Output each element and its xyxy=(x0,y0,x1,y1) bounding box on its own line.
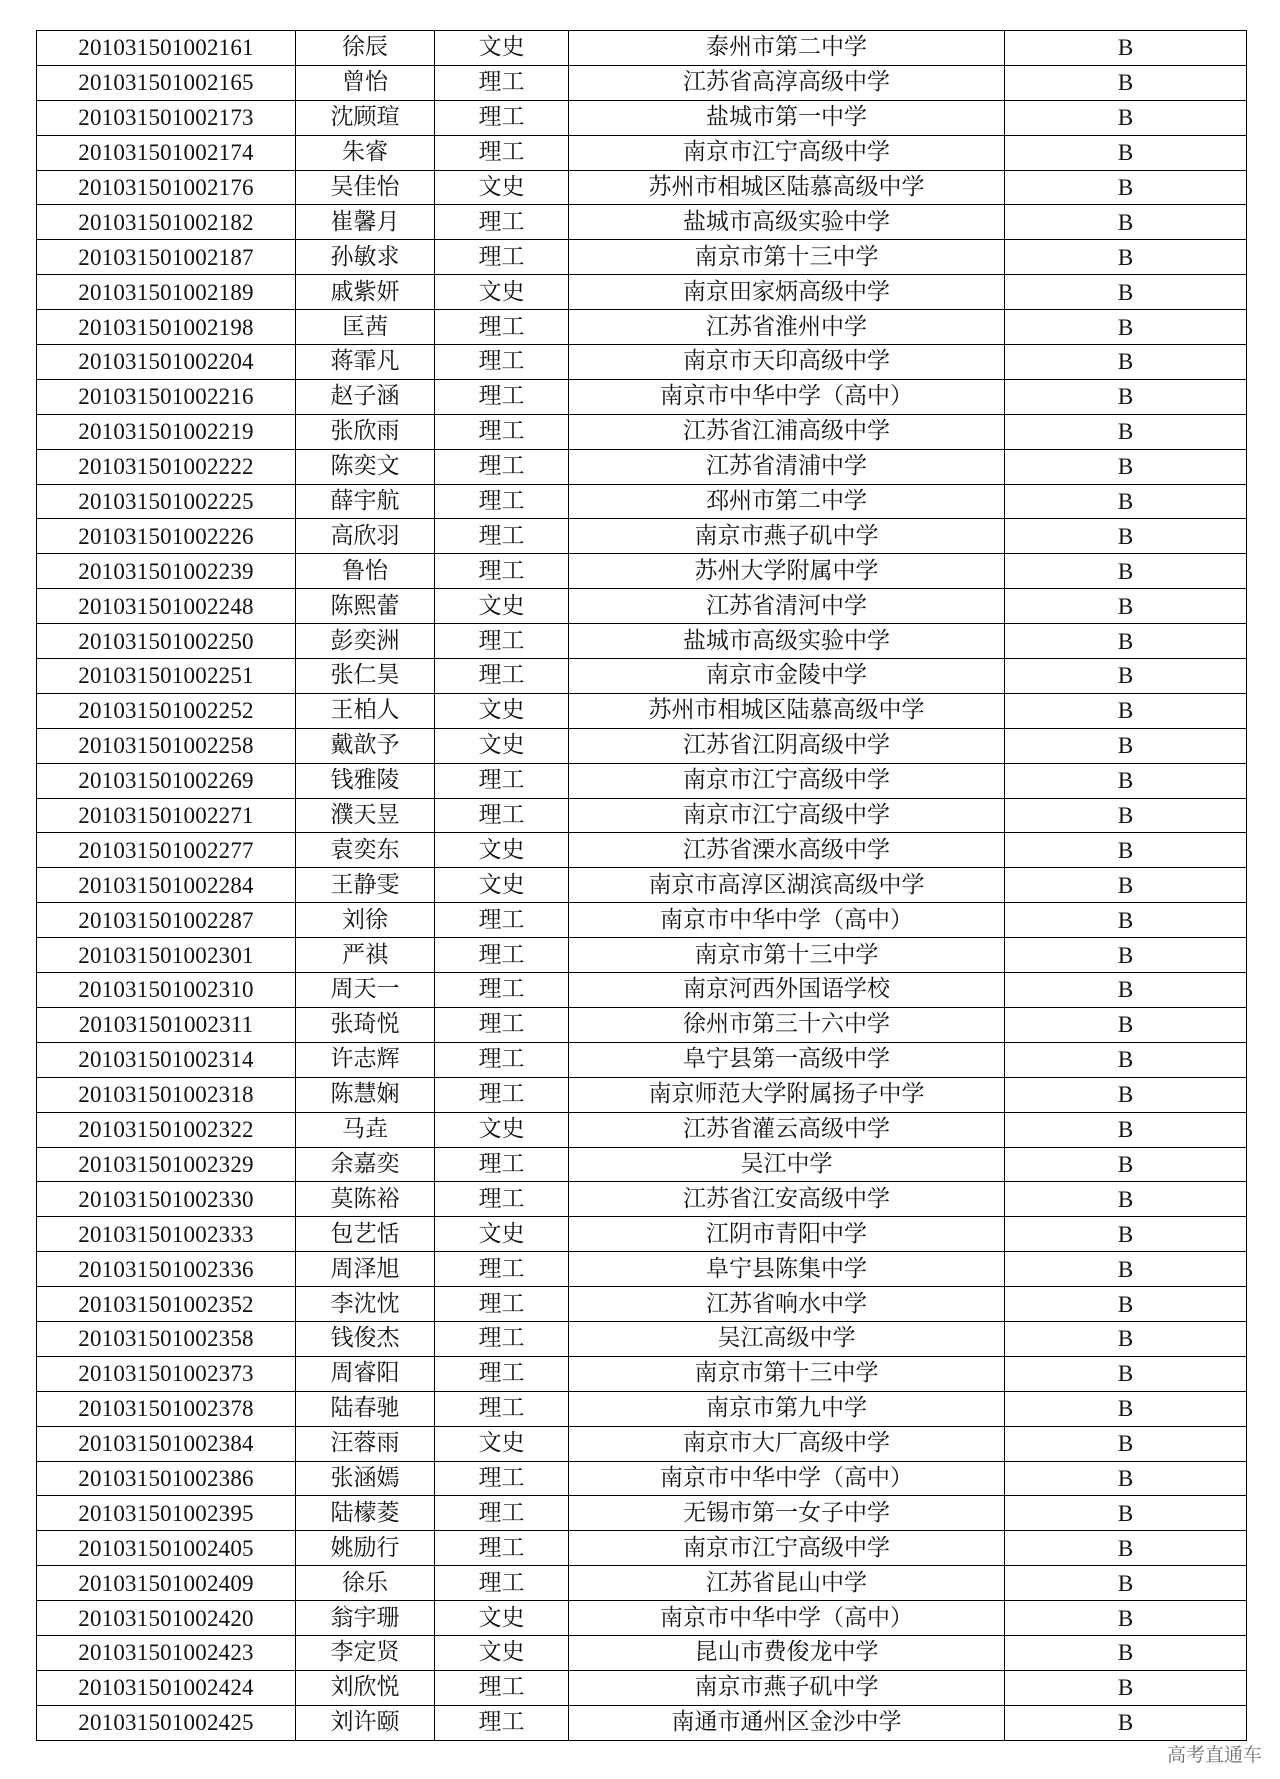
school-cell: 江苏省清河中学 xyxy=(569,589,1005,624)
school-cell: 南京市燕子矶中学 xyxy=(569,1670,1005,1705)
subject-cell: 文史 xyxy=(435,728,569,763)
table-row xyxy=(37,379,1247,414)
subject-cell: 理工 xyxy=(435,1007,569,1042)
candidate-id-cell: 201031501002161 xyxy=(37,31,296,66)
name-cell: 包艺恬 xyxy=(296,1217,435,1252)
table-row xyxy=(37,1635,1247,1670)
candidate-id-cell: 201031501002258 xyxy=(37,728,296,763)
table-row xyxy=(37,763,1247,798)
name-cell: 陆春驰 xyxy=(296,1391,435,1426)
table-row xyxy=(37,554,1247,589)
name-cell: 戚紫妍 xyxy=(296,275,435,310)
table-row xyxy=(37,65,1247,100)
subject-cell: 文史 xyxy=(435,31,569,66)
subject-cell: 理工 xyxy=(435,484,569,519)
candidate-id-cell: 201031501002174 xyxy=(37,135,296,170)
school-cell: 盐城市第一中学 xyxy=(569,100,1005,135)
grade-cell: B xyxy=(1005,1356,1247,1391)
candidate-id-cell: 201031501002284 xyxy=(37,868,296,903)
table-row xyxy=(37,728,1247,763)
candidate-id-cell: 201031501002173 xyxy=(37,100,296,135)
candidate-id-cell: 201031501002409 xyxy=(37,1566,296,1601)
school-cell: 南京市中华中学（高中） xyxy=(569,1601,1005,1636)
name-cell: 徐辰 xyxy=(296,31,435,66)
grade-cell: B xyxy=(1005,1566,1247,1601)
table-row xyxy=(37,170,1247,205)
name-cell: 汪蓉雨 xyxy=(296,1426,435,1461)
name-cell: 戴歆予 xyxy=(296,728,435,763)
grade-cell: B xyxy=(1005,1147,1247,1182)
name-cell: 刘许颐 xyxy=(296,1705,435,1740)
school-cell: 南京市金陵中学 xyxy=(569,659,1005,694)
grade-cell: B xyxy=(1005,938,1247,973)
school-cell: 江苏省江安高级中学 xyxy=(569,1182,1005,1217)
grade-cell: B xyxy=(1005,798,1247,833)
candidate-id-cell: 201031501002251 xyxy=(37,659,296,694)
table-row xyxy=(37,275,1247,310)
candidate-id-cell: 201031501002425 xyxy=(37,1705,296,1740)
subject-cell: 理工 xyxy=(435,100,569,135)
table-row xyxy=(37,1287,1247,1322)
subject-cell: 文史 xyxy=(435,868,569,903)
name-cell: 周天一 xyxy=(296,973,435,1008)
candidate-id-cell: 201031501002424 xyxy=(37,1670,296,1705)
school-cell: 阜宁县陈集中学 xyxy=(569,1252,1005,1287)
grade-cell: B xyxy=(1005,1391,1247,1426)
candidate-id-cell: 201031501002176 xyxy=(37,170,296,205)
school-cell: 徐州市第三十六中学 xyxy=(569,1007,1005,1042)
grade-cell: B xyxy=(1005,1077,1247,1112)
table-row xyxy=(37,903,1247,938)
name-cell: 陈奕文 xyxy=(296,449,435,484)
table-row xyxy=(37,938,1247,973)
name-cell: 李定贤 xyxy=(296,1635,435,1670)
candidate-id-cell: 201031501002395 xyxy=(37,1496,296,1531)
table-row xyxy=(37,205,1247,240)
subject-cell: 文史 xyxy=(435,1601,569,1636)
table-row xyxy=(37,1356,1247,1391)
table-row xyxy=(37,1496,1247,1531)
subject-cell: 文史 xyxy=(435,1112,569,1147)
candidate-id-cell: 201031501002219 xyxy=(37,414,296,449)
grade-cell: B xyxy=(1005,205,1247,240)
school-cell: 南通市通州区金沙中学 xyxy=(569,1705,1005,1740)
candidate-id-cell: 201031501002322 xyxy=(37,1112,296,1147)
school-cell: 盐城市高级实验中学 xyxy=(569,624,1005,659)
name-cell: 李沈忱 xyxy=(296,1287,435,1322)
subject-cell: 文史 xyxy=(435,1217,569,1252)
candidate-id-cell: 201031501002318 xyxy=(37,1077,296,1112)
school-cell: 江苏省响水中学 xyxy=(569,1287,1005,1322)
name-cell: 孙敏求 xyxy=(296,240,435,275)
candidate-id-cell: 201031501002182 xyxy=(37,205,296,240)
school-cell: 无锡市第一女子中学 xyxy=(569,1496,1005,1531)
name-cell: 严祺 xyxy=(296,938,435,973)
grade-cell: B xyxy=(1005,1601,1247,1636)
admission-list-table xyxy=(36,30,1246,1741)
school-cell: 泰州市第二中学 xyxy=(569,31,1005,66)
name-cell: 张琦悦 xyxy=(296,1007,435,1042)
school-cell: 江苏省江浦高级中学 xyxy=(569,414,1005,449)
subject-cell: 理工 xyxy=(435,763,569,798)
name-cell: 刘徐 xyxy=(296,903,435,938)
subject-cell: 理工 xyxy=(435,1252,569,1287)
name-cell: 姚励行 xyxy=(296,1531,435,1566)
candidate-id-cell: 201031501002330 xyxy=(37,1182,296,1217)
name-cell: 周泽旭 xyxy=(296,1252,435,1287)
subject-cell: 文史 xyxy=(435,275,569,310)
table-row xyxy=(37,1566,1247,1601)
candidate-id-cell: 201031501002287 xyxy=(37,903,296,938)
table-row xyxy=(37,1461,1247,1496)
candidate-id-cell: 201031501002314 xyxy=(37,1042,296,1077)
subject-cell: 理工 xyxy=(435,414,569,449)
name-cell: 崔馨月 xyxy=(296,205,435,240)
subject-cell: 文史 xyxy=(435,1635,569,1670)
subject-cell: 理工 xyxy=(435,1496,569,1531)
grade-cell: B xyxy=(1005,1217,1247,1252)
school-cell: 南京师范大学附属扬子中学 xyxy=(569,1077,1005,1112)
name-cell: 曾怡 xyxy=(296,65,435,100)
school-cell: 昆山市费俊龙中学 xyxy=(569,1635,1005,1670)
grade-cell: B xyxy=(1005,519,1247,554)
table-row xyxy=(37,1531,1247,1566)
subject-cell: 理工 xyxy=(435,205,569,240)
subject-cell: 理工 xyxy=(435,1566,569,1601)
subject-cell: 理工 xyxy=(435,345,569,380)
subject-cell: 理工 xyxy=(435,938,569,973)
name-cell: 赵子涵 xyxy=(296,379,435,414)
table-row xyxy=(37,1042,1247,1077)
table-row xyxy=(37,1252,1247,1287)
table-row xyxy=(37,833,1247,868)
subject-cell: 理工 xyxy=(435,1287,569,1322)
table-row xyxy=(37,310,1247,345)
school-cell: 江苏省清浦中学 xyxy=(569,449,1005,484)
grade-cell: B xyxy=(1005,693,1247,728)
grade-cell: B xyxy=(1005,379,1247,414)
name-cell: 张涵嫣 xyxy=(296,1461,435,1496)
grade-cell: B xyxy=(1005,1007,1247,1042)
name-cell: 蒋霏凡 xyxy=(296,345,435,380)
school-cell: 南京市江宁高级中学 xyxy=(569,1531,1005,1566)
table-row xyxy=(37,1601,1247,1636)
table-row xyxy=(37,798,1247,833)
school-cell: 南京市高淳区湖滨高级中学 xyxy=(569,868,1005,903)
school-cell: 南京市第十三中学 xyxy=(569,240,1005,275)
name-cell: 陈熙蕾 xyxy=(296,589,435,624)
grade-cell: B xyxy=(1005,484,1247,519)
candidate-id-cell: 201031501002250 xyxy=(37,624,296,659)
table-row xyxy=(37,1670,1247,1705)
grade-cell: B xyxy=(1005,1182,1247,1217)
school-cell: 南京市天印高级中学 xyxy=(569,345,1005,380)
subject-cell: 理工 xyxy=(435,1042,569,1077)
subject-cell: 理工 xyxy=(435,1356,569,1391)
table-row xyxy=(37,659,1247,694)
table-row xyxy=(37,31,1247,66)
subject-cell: 理工 xyxy=(435,65,569,100)
name-cell: 张欣雨 xyxy=(296,414,435,449)
school-cell: 南京市江宁高级中学 xyxy=(569,763,1005,798)
candidate-id-cell: 201031501002248 xyxy=(37,589,296,624)
name-cell: 薛宇航 xyxy=(296,484,435,519)
grade-cell: B xyxy=(1005,1670,1247,1705)
subject-cell: 理工 xyxy=(435,659,569,694)
table-row xyxy=(37,1147,1247,1182)
school-cell: 苏州大学附属中学 xyxy=(569,554,1005,589)
table-row xyxy=(37,345,1247,380)
school-cell: 南京市第九中学 xyxy=(569,1391,1005,1426)
grade-cell: B xyxy=(1005,100,1247,135)
school-cell: 南京市第十三中学 xyxy=(569,1356,1005,1391)
name-cell: 吴佳怡 xyxy=(296,170,435,205)
subject-cell: 理工 xyxy=(435,1531,569,1566)
candidate-id-cell: 201031501002187 xyxy=(37,240,296,275)
school-cell: 江苏省灌云高级中学 xyxy=(569,1112,1005,1147)
candidate-id-cell: 201031501002358 xyxy=(37,1321,296,1356)
subject-cell: 理工 xyxy=(435,1077,569,1112)
name-cell: 匡茜 xyxy=(296,310,435,345)
table-row xyxy=(37,519,1247,554)
watermark-text: 高考直通车 xyxy=(1166,1744,1262,1766)
subject-cell: 理工 xyxy=(435,1391,569,1426)
subject-cell: 理工 xyxy=(435,903,569,938)
subject-cell: 理工 xyxy=(435,240,569,275)
candidate-id-cell: 201031501002373 xyxy=(37,1356,296,1391)
subject-cell: 理工 xyxy=(435,1461,569,1496)
school-cell: 盐城市高级实验中学 xyxy=(569,205,1005,240)
table-body xyxy=(37,31,1247,1741)
candidate-id-cell: 201031501002329 xyxy=(37,1147,296,1182)
table-row xyxy=(37,1077,1247,1112)
school-cell: 吴江中学 xyxy=(569,1147,1005,1182)
grade-cell: B xyxy=(1005,1705,1247,1740)
grade-cell: B xyxy=(1005,624,1247,659)
table-row xyxy=(37,1705,1247,1740)
grade-cell: B xyxy=(1005,1635,1247,1670)
subject-cell: 理工 xyxy=(435,973,569,1008)
name-cell: 周睿阳 xyxy=(296,1356,435,1391)
subject-cell: 文史 xyxy=(435,170,569,205)
candidate-id-cell: 201031501002420 xyxy=(37,1601,296,1636)
grade-cell: B xyxy=(1005,728,1247,763)
table-row xyxy=(37,973,1247,1008)
name-cell: 马垚 xyxy=(296,1112,435,1147)
grade-cell: B xyxy=(1005,659,1247,694)
grade-cell: B xyxy=(1005,275,1247,310)
grade-cell: B xyxy=(1005,1287,1247,1322)
grade-cell: B xyxy=(1005,1042,1247,1077)
table-row xyxy=(37,100,1247,135)
candidate-id-cell: 201031501002226 xyxy=(37,519,296,554)
table-row xyxy=(37,449,1247,484)
grade-cell: B xyxy=(1005,1252,1247,1287)
grade-cell: B xyxy=(1005,449,1247,484)
school-cell: 江苏省淮州中学 xyxy=(569,310,1005,345)
school-cell: 南京市中华中学（高中） xyxy=(569,379,1005,414)
name-cell: 濮天昱 xyxy=(296,798,435,833)
table-row xyxy=(37,484,1247,519)
grade-cell: B xyxy=(1005,345,1247,380)
grade-cell: B xyxy=(1005,1112,1247,1147)
grade-cell: B xyxy=(1005,31,1247,66)
name-cell: 刘欣悦 xyxy=(296,1670,435,1705)
subject-cell: 理工 xyxy=(435,310,569,345)
candidate-id-cell: 201031501002352 xyxy=(37,1287,296,1322)
grade-cell: B xyxy=(1005,1426,1247,1461)
subject-cell: 理工 xyxy=(435,135,569,170)
subject-cell: 文史 xyxy=(435,589,569,624)
subject-cell: 理工 xyxy=(435,1321,569,1356)
school-cell: 苏州市相城区陆慕高级中学 xyxy=(569,693,1005,728)
table-row xyxy=(37,868,1247,903)
school-cell: 江苏省溧水高级中学 xyxy=(569,833,1005,868)
school-cell: 江苏省昆山中学 xyxy=(569,1566,1005,1601)
subject-cell: 理工 xyxy=(435,379,569,414)
school-cell: 南京市大厂高级中学 xyxy=(569,1426,1005,1461)
candidate-id-cell: 201031501002225 xyxy=(37,484,296,519)
candidate-id-cell: 201031501002198 xyxy=(37,310,296,345)
school-cell: 南京市第十三中学 xyxy=(569,938,1005,973)
name-cell: 袁奕东 xyxy=(296,833,435,868)
school-cell: 南京河西外国语学校 xyxy=(569,973,1005,1008)
school-cell: 吴江高级中学 xyxy=(569,1321,1005,1356)
school-cell: 南京市江宁高级中学 xyxy=(569,135,1005,170)
grade-cell: B xyxy=(1005,170,1247,205)
table-row xyxy=(37,1426,1247,1461)
table-row xyxy=(37,589,1247,624)
grade-cell: B xyxy=(1005,589,1247,624)
grade-cell: B xyxy=(1005,65,1247,100)
grade-cell: B xyxy=(1005,903,1247,938)
school-cell: 南京市江宁高级中学 xyxy=(569,798,1005,833)
table-row xyxy=(37,624,1247,659)
subject-cell: 文史 xyxy=(435,1426,569,1461)
name-cell: 鲁怡 xyxy=(296,554,435,589)
candidate-id-cell: 201031501002216 xyxy=(37,379,296,414)
name-cell: 翁宇珊 xyxy=(296,1601,435,1636)
name-cell: 莫陈裕 xyxy=(296,1182,435,1217)
table-row xyxy=(37,240,1247,275)
candidate-id-cell: 201031501002333 xyxy=(37,1217,296,1252)
table-row xyxy=(37,1112,1247,1147)
name-cell: 余嘉奕 xyxy=(296,1147,435,1182)
name-cell: 彭奕洲 xyxy=(296,624,435,659)
subject-cell: 理工 xyxy=(435,1670,569,1705)
table-row xyxy=(37,693,1247,728)
subject-cell: 理工 xyxy=(435,624,569,659)
school-cell: 江阴市青阳中学 xyxy=(569,1217,1005,1252)
name-cell: 钱雅陵 xyxy=(296,763,435,798)
school-cell: 江苏省高淳高级中学 xyxy=(569,65,1005,100)
candidate-id-cell: 201031501002378 xyxy=(37,1391,296,1426)
grade-cell: B xyxy=(1005,1461,1247,1496)
grade-cell: B xyxy=(1005,1531,1247,1566)
subject-cell: 理工 xyxy=(435,1705,569,1740)
school-cell: 江苏省江阴高级中学 xyxy=(569,728,1005,763)
school-cell: 南京市中华中学（高中） xyxy=(569,1461,1005,1496)
table-row xyxy=(37,1182,1247,1217)
subject-cell: 文史 xyxy=(435,693,569,728)
school-cell: 南京田家炳高级中学 xyxy=(569,275,1005,310)
table-row xyxy=(37,1321,1247,1356)
grade-cell: B xyxy=(1005,868,1247,903)
candidate-id-cell: 201031501002271 xyxy=(37,798,296,833)
name-cell: 高欣羽 xyxy=(296,519,435,554)
grade-cell: B xyxy=(1005,414,1247,449)
school-cell: 邳州市第二中学 xyxy=(569,484,1005,519)
candidate-id-cell: 201031501002423 xyxy=(37,1635,296,1670)
grade-cell: B xyxy=(1005,763,1247,798)
name-cell: 朱睿 xyxy=(296,135,435,170)
table-row xyxy=(37,414,1247,449)
subject-cell: 理工 xyxy=(435,1147,569,1182)
candidate-id-cell: 201031501002189 xyxy=(37,275,296,310)
candidate-id-cell: 201031501002386 xyxy=(37,1461,296,1496)
name-cell: 徐乐 xyxy=(296,1566,435,1601)
name-cell: 钱俊杰 xyxy=(296,1321,435,1356)
name-cell: 许志辉 xyxy=(296,1042,435,1077)
candidate-id-cell: 201031501002239 xyxy=(37,554,296,589)
school-cell: 苏州市相城区陆慕高级中学 xyxy=(569,170,1005,205)
grade-cell: B xyxy=(1005,973,1247,1008)
school-cell: 南京市燕子矶中学 xyxy=(569,519,1005,554)
candidate-id-cell: 201031501002222 xyxy=(37,449,296,484)
name-cell: 沈顾瑄 xyxy=(296,100,435,135)
name-cell: 张仁昊 xyxy=(296,659,435,694)
candidate-id-cell: 201031501002336 xyxy=(37,1252,296,1287)
grade-cell: B xyxy=(1005,833,1247,868)
school-cell: 阜宁县第一高级中学 xyxy=(569,1042,1005,1077)
candidate-id-cell: 201031501002165 xyxy=(37,65,296,100)
candidate-id-cell: 201031501002301 xyxy=(37,938,296,973)
candidate-id-cell: 201031501002204 xyxy=(37,345,296,380)
name-cell: 陆檬菱 xyxy=(296,1496,435,1531)
grade-cell: B xyxy=(1005,240,1247,275)
subject-cell: 理工 xyxy=(435,519,569,554)
candidate-id-cell: 201031501002277 xyxy=(37,833,296,868)
name-cell: 王柏人 xyxy=(296,693,435,728)
candidate-id-cell: 201031501002311 xyxy=(37,1007,296,1042)
table-row xyxy=(37,135,1247,170)
table-row xyxy=(37,1217,1247,1252)
subject-cell: 文史 xyxy=(435,833,569,868)
grade-cell: B xyxy=(1005,1321,1247,1356)
grade-cell: B xyxy=(1005,554,1247,589)
subject-cell: 理工 xyxy=(435,449,569,484)
grade-cell: B xyxy=(1005,1496,1247,1531)
grade-cell: B xyxy=(1005,135,1247,170)
subject-cell: 理工 xyxy=(435,554,569,589)
subject-cell: 理工 xyxy=(435,798,569,833)
candidate-id-cell: 201031501002384 xyxy=(37,1426,296,1461)
name-cell: 陈慧娴 xyxy=(296,1077,435,1112)
table-row xyxy=(37,1391,1247,1426)
table-row xyxy=(37,1007,1247,1042)
name-cell: 王静雯 xyxy=(296,868,435,903)
subject-cell: 理工 xyxy=(435,1182,569,1217)
candidate-id-cell: 201031501002405 xyxy=(37,1531,296,1566)
grade-cell: B xyxy=(1005,310,1247,345)
candidate-id-cell: 201031501002310 xyxy=(37,973,296,1008)
candidate-id-cell: 201031501002252 xyxy=(37,693,296,728)
candidate-id-cell: 201031501002269 xyxy=(37,763,296,798)
school-cell: 南京市中华中学（高中） xyxy=(569,903,1005,938)
